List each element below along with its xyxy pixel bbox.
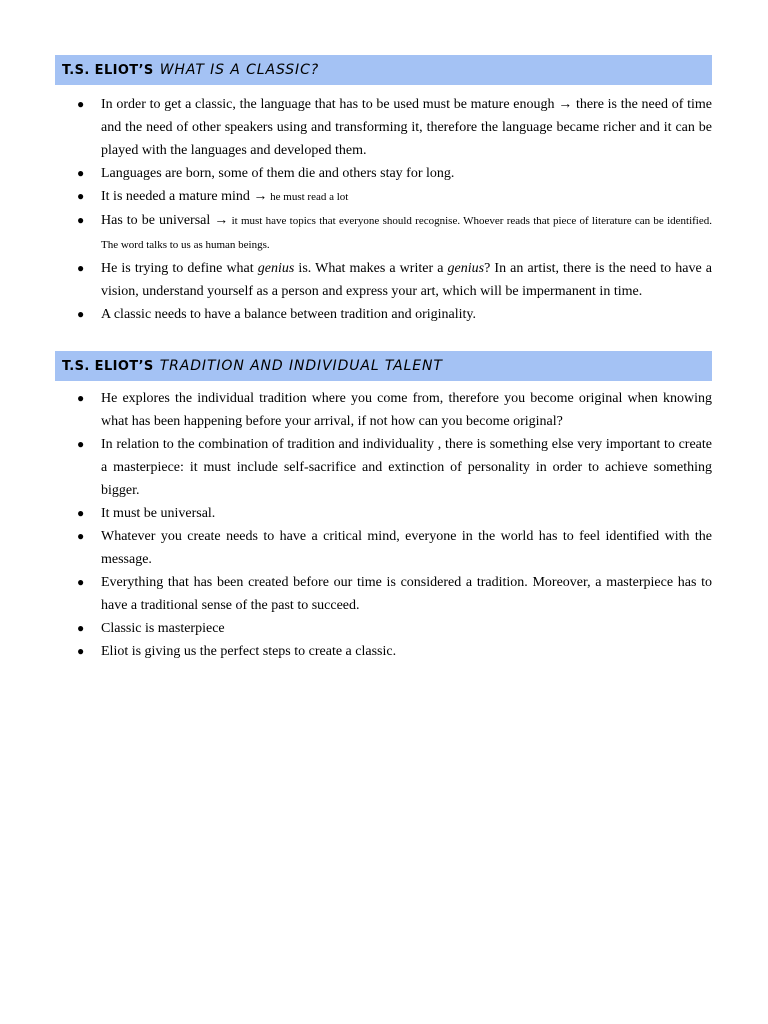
list-item (55, 93, 712, 162)
list-item-emphasis: genius (257, 261, 295, 276)
list-item (55, 571, 712, 617)
list-item (55, 257, 712, 303)
bullet-icon: ● (77, 97, 85, 111)
list-item-text: A classic needs to have a balance between tradition and originality. (101, 307, 477, 322)
section-header-lead: T.S. ELIOT’S (62, 358, 154, 374)
list-item-text: Has to be universal → (101, 213, 229, 228)
list-item-text: Classic is masterpiece (101, 621, 225, 636)
list-item-emphasis: genius (447, 261, 485, 276)
list-item (55, 640, 712, 663)
bullet-icon: ● (77, 261, 85, 275)
list-item (55, 185, 712, 209)
list-item-text: Everything that has been created before our time is considered a tradition. Moreover, a masterpiece has to have a traditional sense of the past to succeed. (101, 575, 712, 613)
list-item-text: It must be universal. (101, 506, 216, 521)
list-item-text: Whatever you create needs to have a critical mind, everyone in the world has to feel identified with the message. (101, 529, 712, 567)
list-item-text: In order to get a classic, the language that has to be used must be mature enough → there is the need of time and the need of other speakers using and transforming it, therefore the language became richer and it can be played with the languages and developed them. (101, 97, 712, 158)
bullet-icon: ● (77, 391, 85, 405)
list-item (55, 525, 712, 571)
list-item (55, 502, 712, 525)
list-item-text: Languages are born, some of them die and others stay for long. (101, 166, 455, 181)
bullet-icon: ● (77, 575, 85, 589)
list-item (55, 387, 712, 433)
bullet-icon: ● (77, 189, 85, 203)
list-item-text: Eliot is giving us the perfect steps to create a classic. (101, 644, 397, 659)
list-item-text: It is needed a mature mind → (101, 189, 268, 204)
section-header-title: WHAT IS A CLASSIC? (159, 62, 320, 78)
bullet-icon: ● (77, 213, 85, 227)
section-header-title: TRADITION AND INDIVIDUAL TALENT (159, 358, 443, 374)
bullet-icon: ● (77, 307, 85, 321)
bullet-icon: ● (77, 506, 85, 520)
bullet-icon: ● (77, 644, 85, 658)
bullet-icon: ● (77, 437, 85, 451)
list-item (55, 162, 712, 185)
list-item-small-text: he must read a lot (267, 191, 349, 203)
list-item (55, 617, 712, 640)
list-item-text-part: ? In an artist, there is the need to have a vision, understand yourself as a person and express your art, which will be impermanent in time. (101, 261, 713, 299)
bullet-icon: ● (77, 529, 85, 543)
list-item-text: In relation to the combination of tradition and individuality , there is something else very important to create a masterpiece: it must include self-sacrifice and extinction of personality in order to achieve something bigger. (101, 437, 712, 498)
list-item-small-text: it must have topics that everyone should recognise. Whoever reads that piece of literature can be identified. The word talks to us as human beings. (101, 215, 712, 251)
list-item-text: He explores the individual tradition where you come from, therefore you become original when knowing what has been happening before your arrival, if not how can you become original? (101, 391, 712, 429)
section-header-tradition-and-individual-talent (55, 351, 712, 381)
list-item-text-part: He is trying to define what (101, 261, 258, 276)
bullet-list-tradition-and-individual-talent (55, 387, 712, 663)
list-item (55, 303, 712, 326)
bullet-icon: ● (77, 166, 85, 180)
section-header-lead: T.S. ELIOT’S (62, 62, 154, 78)
list-item-text-part: is. What makes a writer a (294, 261, 448, 276)
list-item (55, 433, 712, 502)
list-item (55, 209, 712, 257)
bullet-list-what-is-a-classic (55, 93, 712, 326)
section-header-what-is-a-classic (55, 55, 712, 85)
bullet-icon: ● (77, 621, 85, 635)
